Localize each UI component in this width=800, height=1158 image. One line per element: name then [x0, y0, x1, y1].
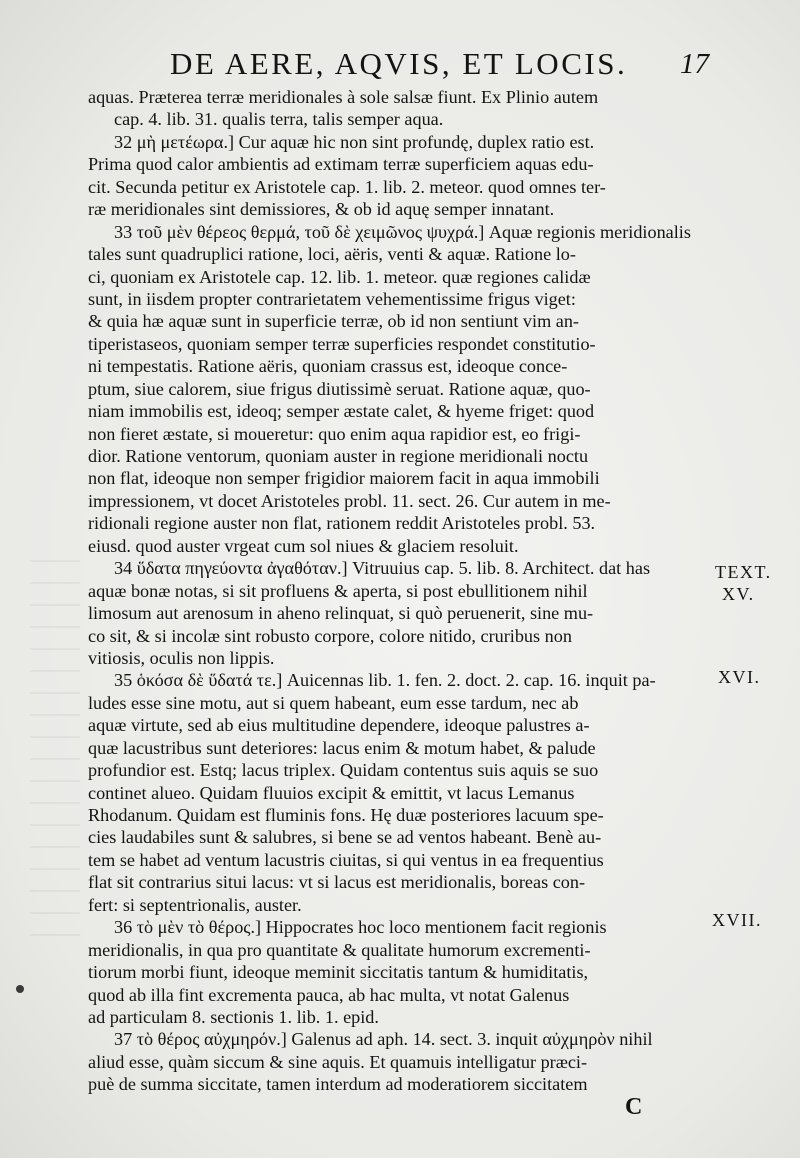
text-line: & quia hæ aquæ sunt in superficie terræ, ob id non sentiunt vim an-	[88, 311, 579, 332]
page-number: 17	[680, 48, 709, 80]
text-line: flat sit contrarius situi lacus: vt si lacus est meridionalis, boreas con-	[88, 872, 586, 893]
text-line: tem se habet ad ventum lacustris ciuitas, si qui ventus in ea frequentius	[88, 849, 604, 870]
body-text	[88, 86, 710, 1096]
text-line: cit. Secunda petitur ex Aristotele cap. 1. lib. 2. meteor. quod omnes ter-	[88, 176, 606, 197]
text-line: ridionali regione auster non flat, rationem reddit Aristoteles probl. 53.	[88, 513, 596, 534]
text-line: ptum, siue calorem, siue frigus diutissimè seruat. Ratione aquæ, quo-	[88, 378, 591, 399]
text-line: aliud esse, quàm siccum & sine aquis. Et quamuis intelligatur præci-	[88, 1051, 588, 1072]
text-line: 34 ὕδατα πηγεύοντα ἀγαθόταν.] Vitruuius cap. 5. lib. 8. Architect. dat has	[114, 558, 651, 579]
text-line: 36 τὸ μὲν τὸ θέρος.] Hippocrates hoc loco mentionem facit regionis	[114, 917, 607, 938]
text-line: limosum aut arenosum in aheno relinquat, si quò peruenerit, sine mu-	[88, 603, 594, 624]
text-line: continet alueo. Quidam fluuios excipit & emittit, vt lacus Lemanus	[88, 782, 575, 803]
text-line: ad particulam 8. sectionis 1. lib. 1. epid.	[88, 1006, 379, 1027]
text-line: tiorum morbi fiunt, ideoque meminit siccitatis tantum & humiditatis,	[88, 962, 589, 983]
text-line: eiusd. quod auster vrgeat cum sol niues & glaciem resoluit.	[88, 535, 519, 556]
text-line: meridionalis, in qua pro quantitate & qualitate humorum excrementi-	[88, 939, 591, 960]
text-line: dior. Ratione ventorum, quoniam auster in regione meridionali noctu	[88, 446, 589, 466]
text-line: fert: si septentrionalis, auster.	[88, 894, 302, 915]
text-line: 37 τὸ θέρος αὐχμηρόν.] Galenus ad aph. 14. sect. 3. inquit αὐχμηρὸν nihil	[114, 1029, 653, 1050]
text-line: 33 τοῦ μὲν θέρεος θερμά, τοῦ δὲ χειμῶνος ψυχρά.] Aquæ regionis meridionalis	[114, 221, 691, 242]
text-line: aquas. Præterea terræ meridionales à sole salsæ fiunt. Ex Plinio autem	[88, 87, 599, 107]
text-line: tales sunt quadruplici ratione, loci, aëris, venti & aquæ. Ratione lo-	[88, 244, 576, 265]
show-through-bleed	[30, 560, 80, 940]
text-line: impressionem, vt docet Aristoteles probl. 11. sect. 26. Cur autem in me-	[88, 490, 611, 511]
running-title: DE AERE, AQVIS, ET LOCIS.	[170, 46, 628, 81]
text-line: ni tempestatis. Ratione aëris, quoniam crassus est, ideoque conce-	[88, 356, 568, 377]
text-line: non fieret æstate, si moueretur: quo enim aqua rapidior est, eo frigi-	[88, 423, 581, 444]
text-line: Prima quod calor ambientis ad extimam terræ superficiem aquas edu-	[88, 154, 594, 175]
text-line: aquæ virtute, sed ab eius multitudine dependere, ideoque palustres a-	[88, 715, 590, 736]
text-line: niam immobilis est, ideoq; semper æstate calet, & hyeme friget: quod	[88, 401, 595, 422]
text-line: cies laudabiles sunt & salubres, si bene se ad ventos habeant. Benè au-	[88, 827, 602, 848]
margin-note-xv: XV.	[722, 584, 755, 604]
text-line: 35 ὁκόσα δὲ ὕδατά τε.] Auicennas lib. 1. fen. 2. doct. 2. cap. 16. inquit pa-	[114, 670, 656, 691]
text-line: puè de summa siccitate, tamen interdum ad moderatiorem siccitatem	[88, 1074, 588, 1095]
text-line: Rhodanum. Quidam est fluminis fons. Hę duæ posteriores lacuum spe-	[88, 805, 604, 825]
text-line: aquæ bonæ notas, si sit profluens & aperta, si post ebullitionem nihil	[88, 580, 588, 601]
margin-note-text: TEXT.	[715, 562, 772, 582]
text-line: quod ab illa fint excrementa pauca, ab hac multa, vt notat Galenus	[88, 984, 570, 1005]
margin-note-xvii: XVII.	[712, 910, 762, 930]
text-line: vitiosis, oculis non lippis.	[88, 647, 275, 668]
text-line: sunt, in iisdem propter contrarietatem vehementissime frigus viget:	[88, 288, 576, 309]
signature-mark: C	[625, 1094, 643, 1120]
text-line: 32 μὴ μετέωρα.] Cur aquæ hic non sint profundę, duplex ratio est.	[114, 131, 595, 152]
text-line: profundior est. Estq; lacus triplex. Quidam contentus suis aquis se suo	[88, 760, 599, 781]
text-line: ludes esse sine motu, aut si quem habeant, eum esse tardum, nec ab	[88, 692, 579, 713]
text-line: cap. 4. lib. 31. qualis terra, talis semper aqua.	[114, 109, 444, 130]
text-line: quæ lacustribus sunt deteriores: lacus enim & motum habet, & palude	[88, 737, 596, 758]
page-header	[170, 46, 730, 86]
ink-speck	[16, 985, 24, 993]
text-line: ræ meridionales sint demissiores, & ob id aquę semper innatant.	[88, 199, 555, 220]
text-line: non flat, ideoque non semper frigidior maiorem facit in aqua immobili	[88, 468, 600, 489]
text-line: ci, quoniam ex Aristotele cap. 12. lib. 1. meteor. quæ regiones calidæ	[88, 266, 591, 287]
margin-note-xvi: XVI.	[718, 667, 761, 687]
text-line: tiperistaseos, quoniam semper terræ superficies respondet constitutio-	[88, 333, 596, 354]
text-line: co sit, & si incolæ sint robusto corpore, colore nitido, cruribus non	[88, 625, 572, 646]
